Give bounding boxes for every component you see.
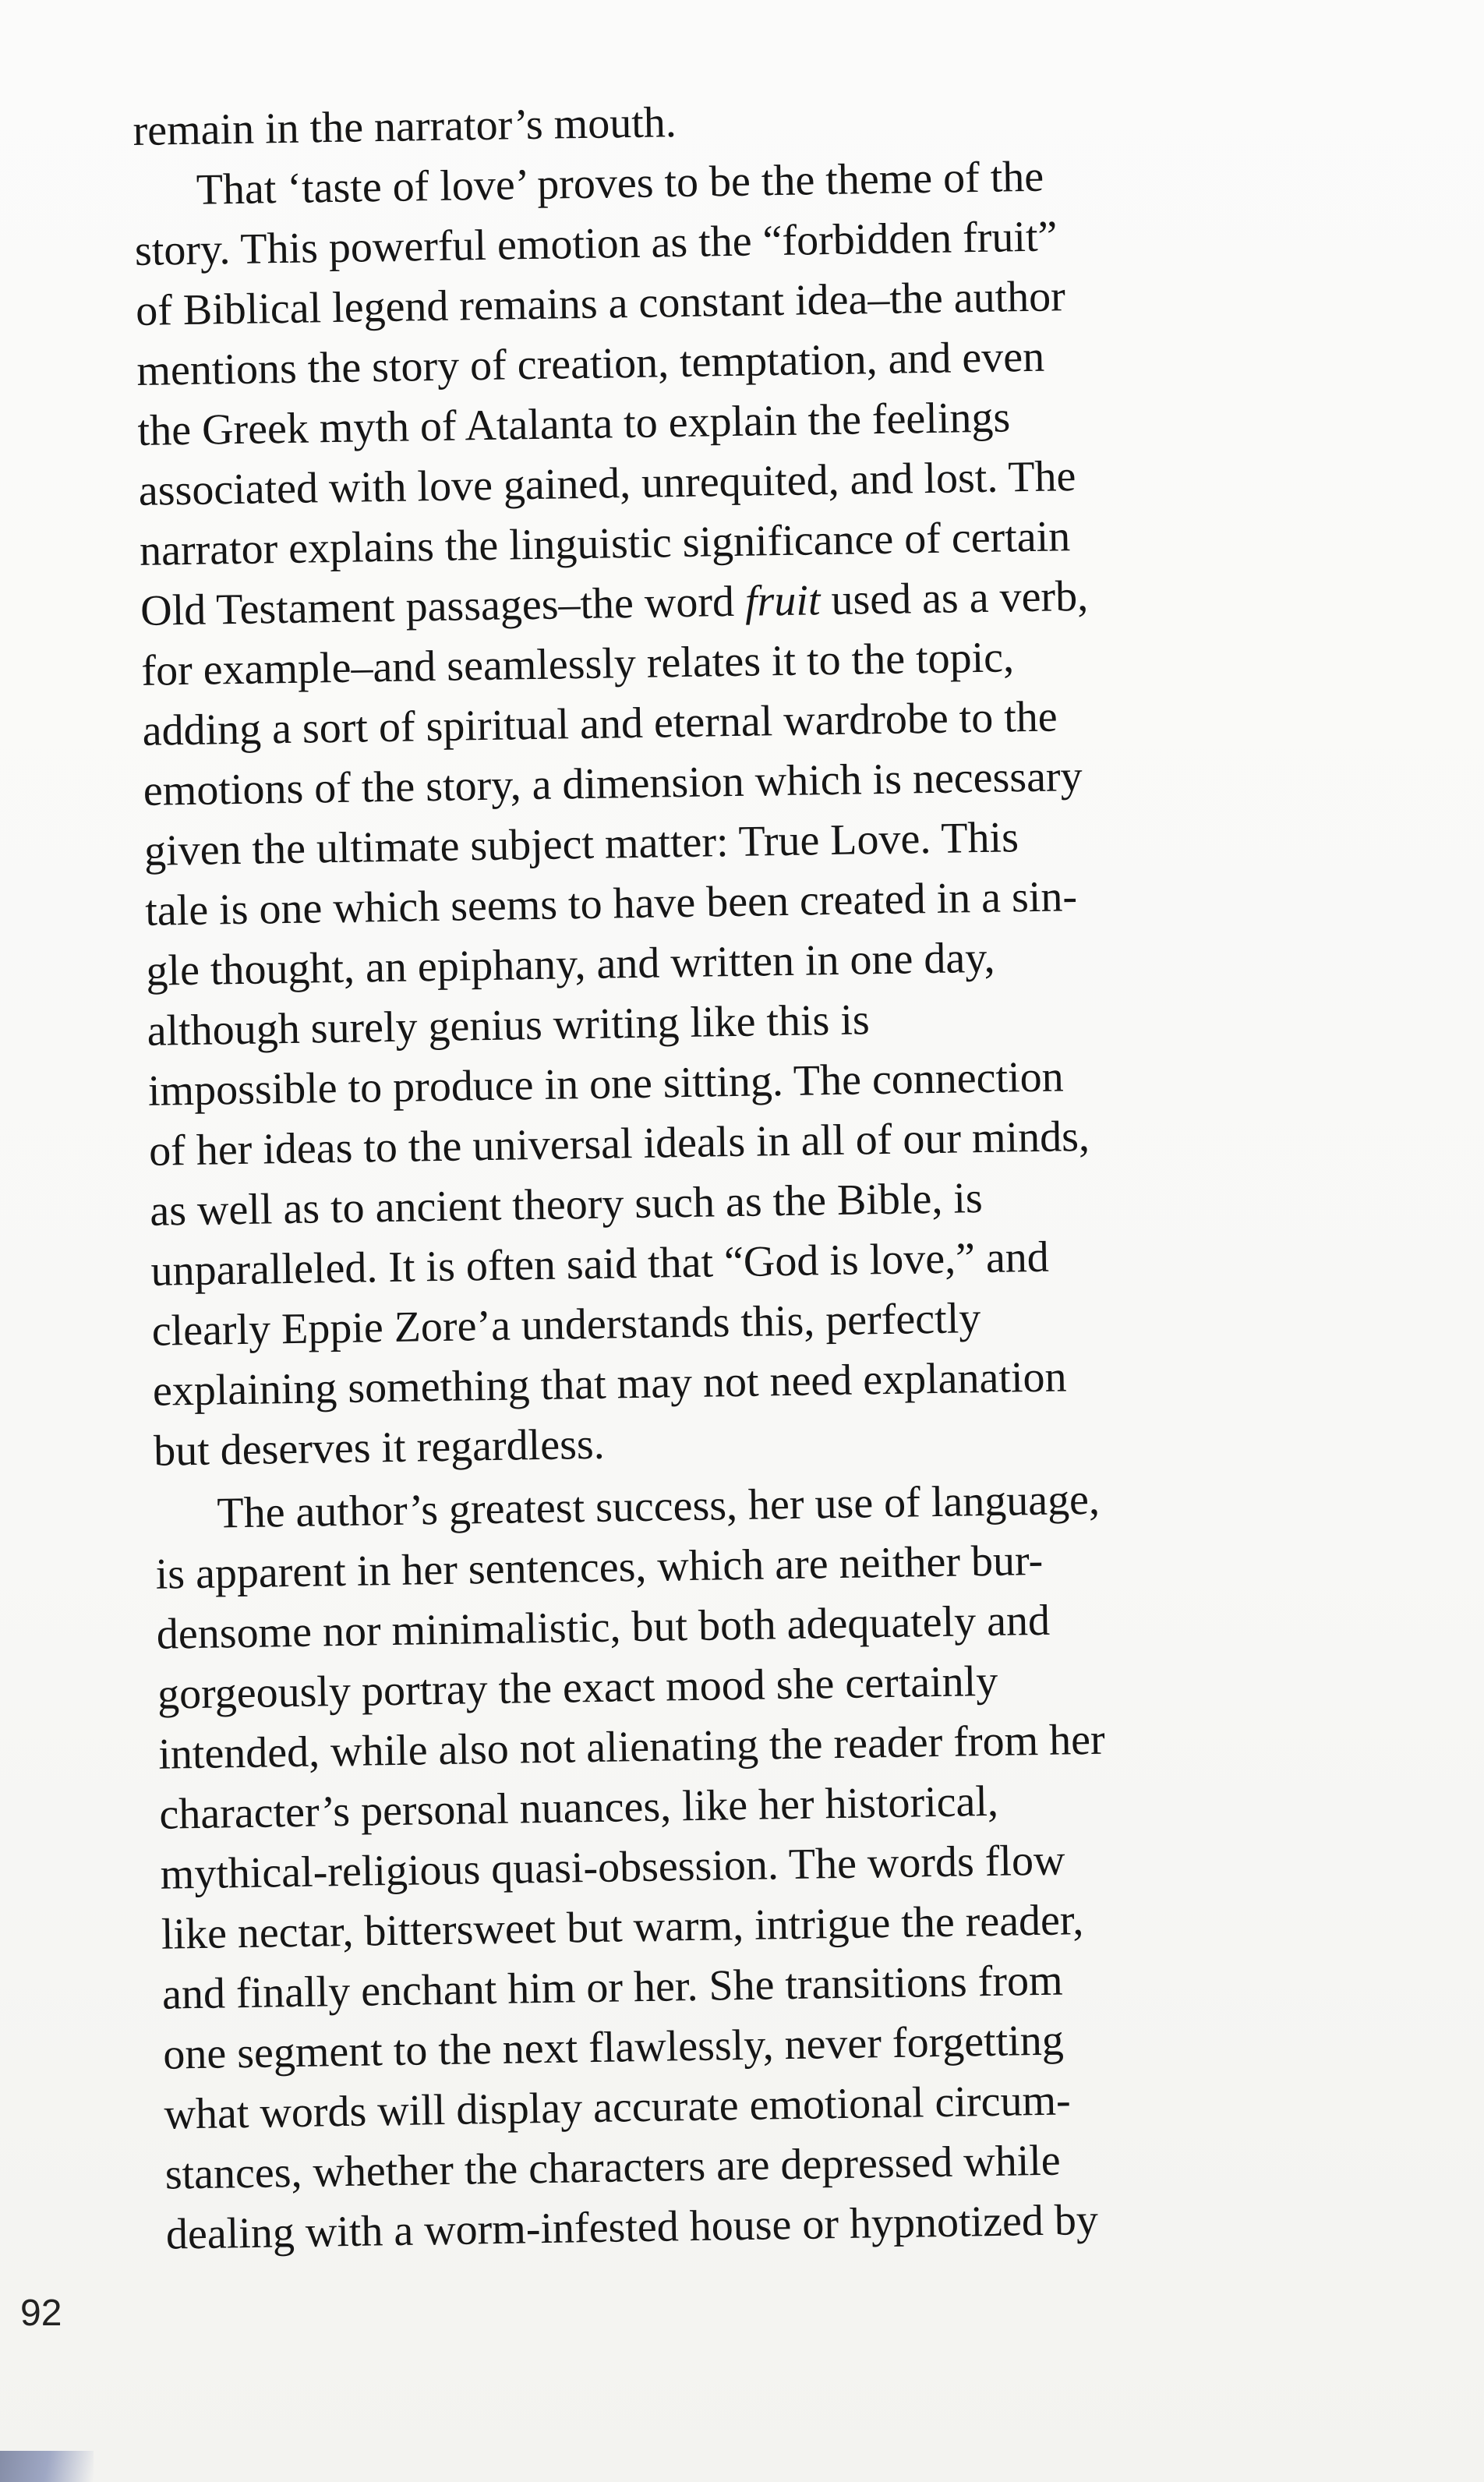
text-line: of Biblical legend remains a constant idea–the author <box>135 272 1066 335</box>
text-line: and finally enchant him or her. She transitions from <box>161 1956 1064 2019</box>
text-line: one segment to the next flawlessly, never forgetting <box>162 2016 1065 2079</box>
text-line: emotions of the story, a dimension which is necessary <box>143 751 1083 815</box>
body-text <box>132 81 1444 2265</box>
text-line: the Greek myth of Atalanta to explain the feelings <box>137 393 1011 455</box>
text-run: Old Testament passages–the word <box>140 577 746 635</box>
text-line: That ‘taste of love’ proves to be the theme of the <box>196 152 1044 214</box>
text-line: dealing with a worm-infested house or hypnotized by <box>165 2195 1099 2259</box>
book-cover-edge <box>0 2451 94 2482</box>
text-line: tale is one which seems to have been created in a sin- <box>144 872 1078 935</box>
text-line: intended, while also not alienating the reader from her <box>157 1715 1106 1779</box>
text-line: character’s personal nuances, like her historical, <box>159 1777 999 1839</box>
text-line: as well as to ancient theory such as the Bible, is <box>149 1174 984 1236</box>
text-line: like nectar, bittersweet but warm, intrigue the reader, <box>161 1896 1084 1959</box>
text-line: impossible to produce in one sitting. The connection <box>147 1052 1065 1115</box>
text-line: clearly Eppie Zore’a understands this, perfectly <box>151 1294 981 1356</box>
text-line: unparalleled. It is often said that “God is love,” and <box>150 1232 1050 1296</box>
text-line: for example–and seamlessly relates it to the topic, <box>140 633 1015 695</box>
text-line: mentions the story of creation, temptation, and even <box>136 332 1045 395</box>
text-line: explaining something that may not need explanation <box>152 1352 1067 1416</box>
text-line: narrator explains the linguistic significance of certain <box>139 512 1071 575</box>
text-line: associated with love gained, unrequited, and lost. The <box>138 452 1076 515</box>
text-run: used as a verb, <box>819 571 1089 625</box>
text-line: what words will display accurate emotional circum- <box>164 2076 1072 2139</box>
text-line: is apparent in her sentences, which are neither bur- <box>155 1536 1044 1599</box>
text-line: The author’s greatest success, her use of language, <box>216 1475 1101 1538</box>
text-line: densome nor minimalistic, but both adequately and <box>156 1596 1051 1659</box>
text-line: of her ideas to the universal ideals in all of our minds, <box>148 1112 1090 1176</box>
text-line: gorgeously portray the exact mood she certainly <box>157 1656 998 1719</box>
text-line: mythical-religious quasi-obsession. The words flow <box>160 1836 1065 1899</box>
text-line: gle thought, an epiphany, and written in one day, <box>146 933 996 995</box>
text-line: stances, whether the characters are depressed while <box>164 2136 1062 2199</box>
text-line: remain in the narrator’s mouth. <box>132 98 677 155</box>
text-line: given the ultimate subject matter: True Love. This <box>143 813 1019 875</box>
text-line: although surely genius writing like this is <box>147 995 871 1055</box>
text-line: story. This powerful emotion as the “forbidden fruit” <box>134 212 1058 275</box>
page-number: 92 <box>20 2293 62 2334</box>
text-line: but deserves it regardless. <box>153 1420 606 1476</box>
italic-word: fruit <box>744 576 821 626</box>
text-line: adding a sort of spiritual and eternal wardrobe to the <box>142 692 1058 755</box>
